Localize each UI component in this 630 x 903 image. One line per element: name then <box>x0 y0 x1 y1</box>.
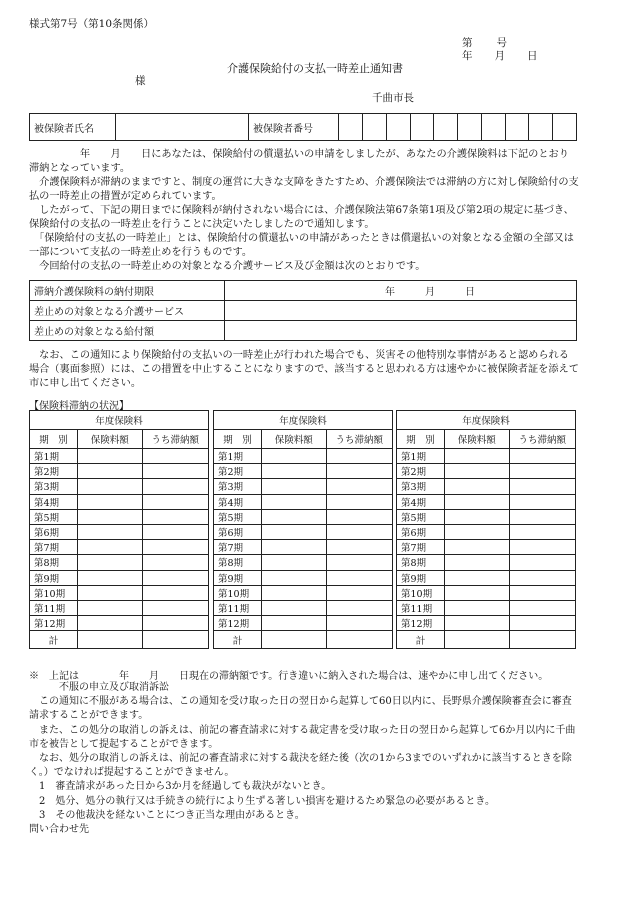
period-label: 第9期 <box>214 570 262 585</box>
table-row <box>397 479 576 494</box>
appeal-section <box>29 681 579 837</box>
arrears-amount-cell[interactable] <box>326 600 392 615</box>
premium-amount-cell[interactable] <box>77 464 142 479</box>
premium-amount-cell[interactable] <box>261 479 326 494</box>
arrears-amount-cell[interactable] <box>142 479 208 494</box>
table-row <box>214 616 393 631</box>
period-label: 第2期 <box>30 464 78 479</box>
premium-amount-cell[interactable] <box>444 464 509 479</box>
arrears-amount-cell[interactable] <box>326 479 392 494</box>
arrears-amount-cell[interactable] <box>326 540 392 555</box>
arrears-amount-cell[interactable] <box>509 524 575 539</box>
table-row <box>214 464 393 479</box>
premium-amount-cell[interactable] <box>261 540 326 555</box>
appeal-line: なお、処分の取消しの訴えは、前記の審査請求に対する裁決を経た後（次の1から3までのいずれかに該当するときを除く。）でなければ提起することができません。 <box>29 753 572 779</box>
table-row <box>214 555 393 570</box>
period-label: 第10期 <box>397 585 445 600</box>
period-label: 第7期 <box>397 540 445 555</box>
table-row <box>397 585 576 600</box>
premium-amount-cell[interactable] <box>261 600 326 615</box>
table-row <box>30 600 209 615</box>
period-label: 第12期 <box>214 616 262 631</box>
form-number: 様式第7号（第10条関係） <box>29 18 155 30</box>
suspended-amount-value[interactable] <box>225 321 577 341</box>
table-row <box>30 616 209 631</box>
arrears-amount-cell[interactable] <box>509 464 575 479</box>
arrears-amount-cell[interactable] <box>142 449 208 464</box>
arrears-total-cell[interactable] <box>142 631 208 649</box>
table-row <box>30 555 209 570</box>
period-label: 第2期 <box>214 464 262 479</box>
doc-number-go: 号 <box>496 37 507 49</box>
period-label: 第6期 <box>30 524 78 539</box>
issue-date-day: 日 <box>527 50 538 62</box>
fiscal-year-header: 年度保険料 <box>214 411 393 430</box>
paragraph: なお、この通知により保険給付の支払いの一時差止が行われた場合でも、災害その他特別な事情があると認められる場合（裏面参照）には、この措置を中止することになりますので、該当すると思われる方は速やかに被保険者証を添えて市に申し出てください。 <box>29 350 579 389</box>
table-row <box>397 524 576 539</box>
period-label: 第11期 <box>214 600 262 615</box>
arrears-amount-cell[interactable] <box>142 616 208 631</box>
col-arrears-amount: うち滞納額 <box>509 430 575 449</box>
table-row <box>397 616 576 631</box>
arrears-amount-cell[interactable] <box>142 494 208 509</box>
insured-number-cell[interactable] <box>386 114 410 141</box>
table-row <box>30 540 209 555</box>
recipient-suffix: 様 <box>135 75 146 87</box>
premium-amount-cell[interactable] <box>77 616 142 631</box>
premium-amount-cell[interactable] <box>77 524 142 539</box>
arrears-amount-cell[interactable] <box>142 509 208 524</box>
premium-amount-cell[interactable] <box>261 585 326 600</box>
table-row <box>214 494 393 509</box>
arrears-amount-cell[interactable] <box>142 555 208 570</box>
arrears-table <box>213 410 393 649</box>
col-premium-amount: 保険料額 <box>77 430 142 449</box>
premium-amount-cell[interactable] <box>444 585 509 600</box>
total-label: 計 <box>30 631 78 649</box>
period-label: 第1期 <box>397 449 445 464</box>
appeal-line: 1 審査請求があった日から3か月を経過しても裁決がないとき。 <box>29 781 332 793</box>
period-label: 第4期 <box>397 494 445 509</box>
table-row <box>214 600 393 615</box>
table-row <box>397 600 576 615</box>
table-row <box>214 540 393 555</box>
suspended-service-value[interactable] <box>225 301 577 321</box>
total-row <box>30 631 209 649</box>
period-label: 第1期 <box>30 449 78 464</box>
suspension-label: 滞納介護保険料の納付期限 <box>30 281 225 301</box>
table-row <box>30 321 577 341</box>
premium-amount-cell[interactable] <box>77 509 142 524</box>
arrears-amount-cell[interactable] <box>142 540 208 555</box>
premium-amount-cell[interactable] <box>444 494 509 509</box>
insured-number-cell[interactable] <box>339 114 363 141</box>
payment-deadline-value[interactable]: 年 月 日 <box>225 281 577 301</box>
table-row <box>397 540 576 555</box>
premium-amount-cell[interactable] <box>77 555 142 570</box>
table-row <box>30 494 209 509</box>
paragraph: 年 月 日にあなたは、保険給付の償還払いの申請をしましたが、あなたの介護保険料は下記のとおり滞納となっています。 <box>29 149 569 174</box>
arrears-amount-cell[interactable] <box>509 555 575 570</box>
arrears-amount-cell[interactable] <box>142 600 208 615</box>
table-row <box>30 464 209 479</box>
col-period: 期 別 <box>30 430 78 449</box>
premium-amount-cell[interactable] <box>77 449 142 464</box>
premium-amount-cell[interactable] <box>77 570 142 585</box>
col-arrears-amount: うち滞納額 <box>142 430 208 449</box>
arrears-amount-cell[interactable] <box>326 509 392 524</box>
arrears-amount-cell[interactable] <box>142 524 208 539</box>
insured-number-cell[interactable] <box>362 114 386 141</box>
total-row <box>214 631 393 649</box>
arrears-amount-cell[interactable] <box>142 464 208 479</box>
period-label: 第6期 <box>214 524 262 539</box>
arrears-amount-cell[interactable] <box>509 570 575 585</box>
insured-number-cell[interactable] <box>434 114 458 141</box>
premium-total-cell[interactable] <box>444 631 509 649</box>
insured-name-field[interactable] <box>116 114 249 141</box>
appeal-line: 3 その他裁決を経ないことにつき正当な理由があるとき。 <box>29 809 305 821</box>
premium-amount-cell[interactable] <box>444 540 509 555</box>
arrears-tables <box>29 410 579 663</box>
insured-number-cell[interactable] <box>481 114 505 141</box>
table-row <box>397 555 576 570</box>
suspension-label: 差止めの対象となる介護サービス <box>30 301 225 321</box>
period-label: 第5期 <box>214 509 262 524</box>
premium-amount-cell[interactable] <box>444 616 509 631</box>
table-row <box>214 585 393 600</box>
arrears-amount-cell[interactable] <box>509 479 575 494</box>
arrears-amount-cell[interactable] <box>326 616 392 631</box>
table-row <box>214 509 393 524</box>
premium-amount-cell[interactable] <box>261 449 326 464</box>
arrears-amount-cell[interactable] <box>142 570 208 585</box>
paragraph: 「保険給付の支払の一時差止」とは、保険給付の償還払いの申請があったときは償還払いの対象となる金額の全部又は一部について支払の一時差止めを行うものです。 <box>29 233 574 258</box>
arrears-amount-cell[interactable] <box>326 585 392 600</box>
premium-total-cell[interactable] <box>261 631 326 649</box>
table-row <box>30 301 577 321</box>
arrears-amount-cell[interactable] <box>326 494 392 509</box>
table-row <box>30 509 209 524</box>
arrears-amount-cell[interactable] <box>326 464 392 479</box>
col-premium-amount: 保険料額 <box>261 430 326 449</box>
table-row <box>30 524 209 539</box>
arrears-amount-cell[interactable] <box>326 524 392 539</box>
period-label: 第4期 <box>214 494 262 509</box>
period-label: 第3期 <box>397 479 445 494</box>
period-label: 第7期 <box>30 540 78 555</box>
arrears-amount-cell[interactable] <box>326 570 392 585</box>
period-label: 第9期 <box>30 570 78 585</box>
insured-number-cell[interactable] <box>410 114 434 141</box>
paragraph: 介護保険料が滞納のままですと、制度の運営に大きな支障をきたすため、介護保険法では滞納の方に対し保険給付の支払の一時差止の措置が定められています。 <box>29 177 579 202</box>
table-row <box>30 479 209 494</box>
premium-amount-cell[interactable] <box>261 524 326 539</box>
arrears-status-heading: 【保険料滞納の状況】 <box>29 401 129 412</box>
fiscal-year-header: 年度保険料 <box>30 411 209 430</box>
period-label: 第7期 <box>214 540 262 555</box>
period-label: 第12期 <box>397 616 445 631</box>
period-label: 第8期 <box>397 555 445 570</box>
period-label: 第4期 <box>30 494 78 509</box>
period-label: 第8期 <box>30 555 78 570</box>
table-row <box>214 479 393 494</box>
doc-number-dai: 第 <box>462 37 473 49</box>
arrears-total-cell[interactable] <box>509 631 575 649</box>
col-period: 期 別 <box>214 430 262 449</box>
premium-amount-cell[interactable] <box>444 570 509 585</box>
after-table-text <box>29 349 579 391</box>
premium-amount-cell[interactable] <box>77 600 142 615</box>
arrears-table <box>29 410 209 649</box>
period-label: 第10期 <box>214 585 262 600</box>
premium-amount-cell[interactable] <box>261 509 326 524</box>
fiscal-year-header: 年度保険料 <box>397 411 576 430</box>
premium-amount-cell[interactable] <box>261 464 326 479</box>
total-label: 計 <box>397 631 445 649</box>
suspension-label: 差止めの対象となる給付額 <box>30 321 225 341</box>
arrears-amount-cell[interactable] <box>326 449 392 464</box>
paragraph: したがって、下記の期日までに保険料が納付されない場合には、介護保険法第67条第1項及び第2項の規定に基づき、保険給付の支払の一時差止を行うことに決定いたしましたので通知します。 <box>29 205 574 230</box>
col-arrears-amount: うち滞納額 <box>326 430 392 449</box>
insured-number-cell[interactable] <box>529 114 553 141</box>
appeal-line: 2 処分、処分の執行又は手続きの続行により生ずる著しい損害を避けるため緊急の必要があるとき。 <box>29 795 495 807</box>
table-row <box>214 570 393 585</box>
table-row <box>397 570 576 585</box>
table-row <box>214 524 393 539</box>
premium-amount-cell[interactable] <box>77 479 142 494</box>
arrears-table <box>396 410 576 649</box>
period-label: 第11期 <box>30 600 78 615</box>
premium-total-cell[interactable] <box>77 631 142 649</box>
col-premium-amount: 保険料額 <box>444 430 509 449</box>
premium-amount-cell[interactable] <box>261 570 326 585</box>
appeal-line: この通知に不服がある場合は、この通知を受け取った日の翌日から起算して60日以内に、長野県介護保険審査会に審査請求することができます。 <box>29 696 572 722</box>
arrears-amount-cell[interactable] <box>509 585 575 600</box>
period-label: 第1期 <box>214 449 262 464</box>
premium-amount-cell[interactable] <box>444 600 509 615</box>
period-label: 第12期 <box>30 616 78 631</box>
table-row <box>30 570 209 585</box>
total-label: 計 <box>214 631 262 649</box>
arrears-amount-cell[interactable] <box>509 509 575 524</box>
period-label: 第8期 <box>214 555 262 570</box>
table-row <box>397 464 576 479</box>
arrears-amount-cell[interactable] <box>509 540 575 555</box>
issue-date-month: 月 <box>494 50 505 62</box>
insured-person-table <box>29 113 577 141</box>
appeal-line: また、この処分の取消しの訴えは、前記の審査請求に対する裁定書を受け取った日の翌日から起算して6か月以内に千曲市を被告として提起することができます。 <box>29 724 576 750</box>
period-label: 第11期 <box>397 600 445 615</box>
paragraph: 今回給付の支払の一時差止めの対象となる介護サービス及び金額は次のとおりです。 <box>29 261 426 272</box>
arrears-amount-cell[interactable] <box>509 449 575 464</box>
premium-amount-cell[interactable] <box>261 494 326 509</box>
table-row <box>30 281 577 301</box>
notice-body <box>29 148 579 274</box>
premium-amount-cell[interactable] <box>77 585 142 600</box>
period-label: 第9期 <box>397 570 445 585</box>
issue-date-year: 年 <box>462 50 473 62</box>
insured-number-cell[interactable] <box>505 114 529 141</box>
document-title: 介護保険給付の支払一時差止通知書 <box>227 62 403 75</box>
period-label: 第3期 <box>214 479 262 494</box>
table-row <box>397 494 576 509</box>
premium-amount-cell[interactable] <box>444 509 509 524</box>
period-label: 第5期 <box>397 509 445 524</box>
insured-name-label: 被保険者氏名 <box>30 114 116 141</box>
insured-number-cell[interactable] <box>553 114 577 141</box>
premium-amount-cell[interactable] <box>261 616 326 631</box>
premium-amount-cell[interactable] <box>444 524 509 539</box>
arrears-note: ※ 上記は 年 月 日現在の滞納額です。行き違いに納入された場合は、速やかに申し出てください。 <box>29 671 549 682</box>
arrears-amount-cell[interactable] <box>142 585 208 600</box>
premium-amount-cell[interactable] <box>77 494 142 509</box>
table-row <box>397 509 576 524</box>
total-row <box>397 631 576 649</box>
period-label: 第5期 <box>30 509 78 524</box>
appeal-heading: 不服の申立及び取消訴訟 <box>29 682 169 693</box>
table-row <box>214 449 393 464</box>
suspension-table <box>29 280 577 341</box>
insured-number-label: 被保険者番号 <box>248 114 338 141</box>
contact-label: 問い合わせ先 <box>29 824 89 836</box>
premium-amount-cell[interactable] <box>261 555 326 570</box>
col-period: 期 別 <box>397 430 445 449</box>
table-row <box>30 449 209 464</box>
premium-amount-cell[interactable] <box>77 540 142 555</box>
premium-amount-cell[interactable] <box>444 449 509 464</box>
premium-amount-cell[interactable] <box>444 555 509 570</box>
arrears-total-cell[interactable] <box>326 631 392 649</box>
premium-amount-cell[interactable] <box>444 479 509 494</box>
period-label: 第2期 <box>397 464 445 479</box>
arrears-amount-cell[interactable] <box>326 555 392 570</box>
arrears-amount-cell[interactable] <box>509 600 575 615</box>
period-label: 第3期 <box>30 479 78 494</box>
table-row <box>30 585 209 600</box>
arrears-amount-cell[interactable] <box>509 494 575 509</box>
period-label: 第6期 <box>397 524 445 539</box>
period-label: 第10期 <box>30 585 78 600</box>
arrears-amount-cell[interactable] <box>509 616 575 631</box>
insured-number-cell[interactable] <box>458 114 482 141</box>
table-row <box>397 449 576 464</box>
issuer-name: 千曲市長 <box>372 92 414 104</box>
